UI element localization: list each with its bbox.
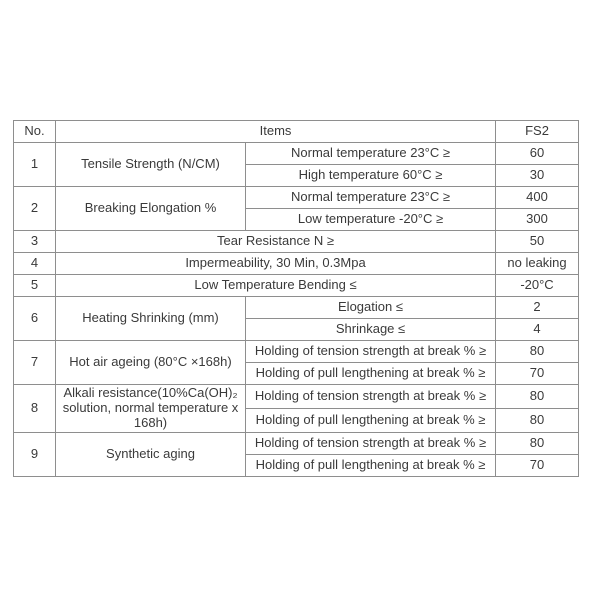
row-1-sub-1-value: 60 bbox=[496, 143, 579, 165]
row-8-sub-1-value: 80 bbox=[496, 385, 579, 409]
row-6-item: Heating Shrinking (mm) bbox=[56, 297, 246, 341]
row-5-no: 5 bbox=[14, 275, 56, 297]
header-no: No. bbox=[14, 121, 56, 143]
row-2-item: Breaking Elongation % bbox=[56, 187, 246, 231]
row-6-sub-2-value: 4 bbox=[496, 319, 579, 341]
table-header-row bbox=[14, 121, 579, 143]
row-6-sub-1-label: Elogation ≤ bbox=[246, 297, 496, 319]
spec-table bbox=[13, 120, 579, 477]
table-row bbox=[14, 432, 579, 454]
row-9-sub-1-value: 80 bbox=[496, 432, 579, 454]
row-9-sub-2-label: Holding of pull lengthening at break % ≥ bbox=[246, 454, 496, 476]
row-7-sub-2-label: Holding of pull lengthening at break % ≥ bbox=[246, 363, 496, 385]
header-fs2: FS2 bbox=[496, 121, 579, 143]
row-7-item: Hot air ageing (80°C ×168h) bbox=[56, 341, 246, 385]
table-row bbox=[14, 341, 579, 363]
row-1-sub-1-label: Normal temperature 23°C ≥ bbox=[246, 143, 496, 165]
row-7-no: 7 bbox=[14, 341, 56, 385]
row-2-no: 2 bbox=[14, 187, 56, 231]
row-1-no: 1 bbox=[14, 143, 56, 187]
row-4-value: no leaking bbox=[496, 253, 579, 275]
row-8-sub-2-label: Holding of pull lengthening at break % ≥ bbox=[246, 408, 496, 432]
row-9-item: Synthetic aging bbox=[56, 432, 246, 476]
row-1-sub-2-value: 30 bbox=[496, 165, 579, 187]
row-3-no: 3 bbox=[14, 231, 56, 253]
row-5-item: Low Temperature Bending ≤ bbox=[56, 275, 496, 297]
row-2-sub-2-value: 300 bbox=[496, 209, 579, 231]
row-4-no: 4 bbox=[14, 253, 56, 275]
row-9-sub-1-label: Holding of tension strength at break % ≥ bbox=[246, 432, 496, 454]
row-7-sub-2-value: 70 bbox=[496, 363, 579, 385]
row-3-item: Tear Resistance N ≥ bbox=[56, 231, 496, 253]
row-7-sub-1-label: Holding of tension strength at break % ≥ bbox=[246, 341, 496, 363]
row-3-value: 50 bbox=[496, 231, 579, 253]
row-2-sub-1-value: 400 bbox=[496, 187, 579, 209]
row-9-sub-2-value: 70 bbox=[496, 454, 579, 476]
row-8-sub-1-label: Holding of tension strength at break % ≥ bbox=[246, 385, 496, 409]
row-7-sub-1-value: 80 bbox=[496, 341, 579, 363]
row-2-sub-2-label: Low temperature -20°C ≥ bbox=[246, 209, 496, 231]
row-4-item: Impermeability, 30 Min, 0.3Mpa bbox=[56, 253, 496, 275]
row-1-item: Tensile Strength (N/CM) bbox=[56, 143, 246, 187]
table-row bbox=[14, 143, 579, 165]
table-row bbox=[14, 275, 579, 297]
row-2-sub-1-label: Normal temperature 23°C ≥ bbox=[246, 187, 496, 209]
table-row bbox=[14, 297, 579, 319]
row-8-sub-2-value: 80 bbox=[496, 408, 579, 432]
row-6-sub-2-label: Shrinkage ≤ bbox=[246, 319, 496, 341]
row-6-no: 6 bbox=[14, 297, 56, 341]
row-9-no: 9 bbox=[14, 432, 56, 476]
row-8-item: Alkali resistance(10%Ca(OH)₂ solution, normal temperature x 168h) bbox=[56, 385, 246, 433]
row-6-sub-1-value: 2 bbox=[496, 297, 579, 319]
row-1-sub-2-label: High temperature 60°C ≥ bbox=[246, 165, 496, 187]
table-row bbox=[14, 253, 579, 275]
row-5-value: -20°C bbox=[496, 275, 579, 297]
header-items: Items bbox=[56, 121, 496, 143]
table-row bbox=[14, 231, 579, 253]
table-row bbox=[14, 187, 579, 209]
row-8-no: 8 bbox=[14, 385, 56, 433]
table-row bbox=[14, 385, 579, 409]
